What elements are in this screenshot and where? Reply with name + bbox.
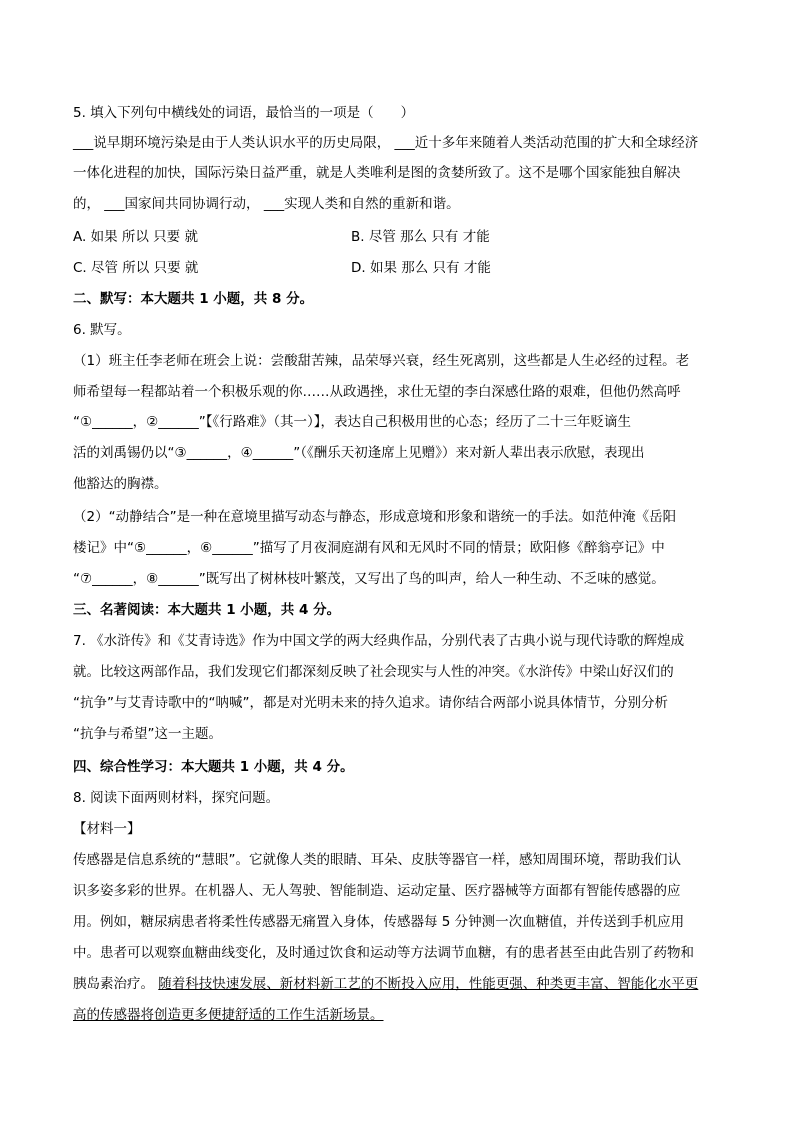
q8-title: 8. 阅读下面两则材料，探究问题。 (73, 790, 280, 806)
q6-part2-line-2: 楼记》中“⑤______，⑥______”描写了月夜洞庭湖有风和无风时不同的情景；欧阳修《醉翁亭记》中 (73, 540, 665, 556)
q8-material-1-line-3: 用。例如，糖尿病患者将柔性传感器无痛置入身体，传感器每 5 分钟测一次血糖值，并传送到手机应用 (73, 914, 685, 930)
q8-material-1-line-2: 识多姿多彩的世界。在机器人、无人驾驶、智能制造、运动定量、医疗器械等方面都有智能传感器的应 (73, 883, 681, 899)
q8-line-5-plain: 胰岛素治疗。 (73, 976, 154, 992)
q6-part2-line-3: “⑦______，⑧______”既写出了树林枝叶繁茂，又写出了鸟的叫声，给人一种生动、不乏味的感觉。 (73, 571, 665, 587)
q5-option-b: B. 尽管 那么 只有 才能 (351, 229, 490, 245)
q5-option-a: A. 如果 所以 只要 就 (73, 229, 198, 245)
q8-line-6-underlined: 高的传感器将创造更多便捷舒适的工作生活新场景。 (73, 1007, 384, 1023)
q5-text-line-1: ___说早期环境污染是由于人类认识水平的历史局限， ___近十多年来随着人类活动范围的扩大和全球经济 (73, 135, 699, 151)
section-3-heading: 三、名著阅读：本大题共 1 小题，共 4 分。 (73, 602, 341, 618)
q8-material-1-line-4: 中。患者可以观察血糖曲线变化，及时通过饮食和运动等方法调节血糖，有的患者甚至由此告别了药物和 (73, 945, 694, 961)
q8-material-1-line-6 (73, 1006, 384, 1024)
q5-option-d: D. 如果 那么 只有 才能 (351, 260, 491, 276)
q7-line-3: “抗争”与艾青诗歌中的“呐喊”，都是对光明未来的持久追求。请你结合两部小说具体情节，分别分析 (73, 695, 668, 711)
q8-material-1-line-5 (73, 975, 698, 993)
q6-part2-line-1: （2）“动静结合”是一种在意境里描写动态与静态，形成意境和形象和谐统一的手法。如范仲淹《岳阳 (73, 509, 677, 525)
q6-part1-line-3: “①______，②______”【《行路难》（其一）】，表达自己积极用世的心态；经历了二十三年贬谪生 (73, 414, 631, 430)
q7-line-1: 7. 《水浒传》和《艾青诗选》作为中国文学的两大经典作品，分别代表了古典小说与现代诗歌的辉煌成 (73, 633, 685, 649)
q7-line-2: 就。比较这两部作品，我们发现它们都深刻反映了社会现实与人性的冲突。《水浒传》中梁山好汉们的 (73, 664, 674, 680)
q6-part1-line-1: （1）班主任李老师在班会上说：尝酸甜苦辣，品荣辱兴衰，经生死离别，这些都是人生必经的过程。老 (73, 353, 690, 369)
q6-title: 6. 默写。 (73, 322, 131, 338)
q8-material-1-label: 【材料一】 (73, 821, 141, 837)
q6-part1-line-5: 他豁达的胸襟。 (73, 476, 168, 492)
q8-material-1-line-1: 传感器是信息系统的“慧眼”。它就像人类的眼睛、耳朵、皮肤等器官一样，感知周围环境，帮助我们认 (73, 852, 681, 868)
section-2-heading: 二、默写：本大题共 1 小题，共 8 分。 (73, 291, 314, 307)
q8-line-5-underlined: 随着科技快速发展、新材料新工艺的不断投入应用，性能更强、种类更丰富、智能化水平更 (158, 976, 699, 992)
q5-stem: 5. 填入下列句中横线处的词语，最恰当的一项是（ ） (73, 105, 415, 121)
q6-part1-line-4: 活的刘禹锡仍以“③______，④______”（《酬乐天初逢席上见赠》）来对新人辈出表示欣慰，表现出 (73, 445, 645, 461)
q6-part1-line-2: 师希望每一程都站着一个积极乐观的你……从政遇挫，求仕无望的李白深感仕路的艰难，但他仍然高呼 (73, 384, 681, 400)
section-4-heading: 四、综合性学习：本大题共 1 小题，共 4 分。 (73, 759, 354, 775)
q7-line-4: “抗争与希望”这一主题。 (73, 726, 222, 742)
q5-text-line-2: 一体化进程的加快，国际污染日益严重，就是人类唯利是图的贪婪所致了。这不是哪个国家能独自解决 (73, 165, 681, 181)
q5-text-line-3: 的， ___国家间共同协调行动， ___实现人类和自然的重新和谐。 (73, 196, 460, 212)
q5-option-c: C. 尽管 所以 只要 就 (73, 260, 199, 276)
